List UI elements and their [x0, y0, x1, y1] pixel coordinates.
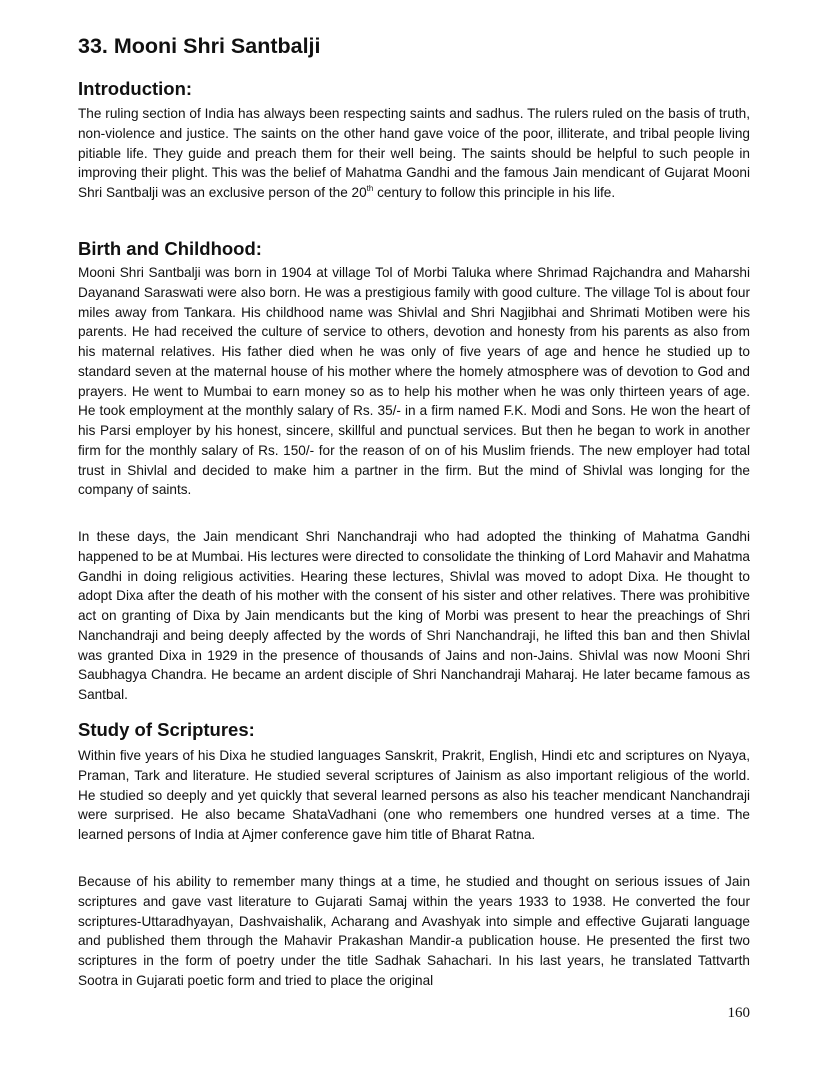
introduction-text: The ruling section of India has always been respecting saints and sadhus. The rulers ruled on the basis of truth, non-violence and justice. The saints on the other hand gave voice of the poor, illiterate, and tribal people living pitiable life. They guide and preach them for their well being. The saints should be helpful to such people in improving their plight. This was the belief of Mahatma Gandhi and the famous Jain mendicant of Gujarat Mooni Shri Santbalji was an exclusive person of the 20	[78, 106, 750, 200]
birth-paragraph-2: In these days, the Jain mendicant Shri Nanchandraji who had adopted the thinking of Mahatma Gandhi happened to be at Mumbai. His lectures were directed to consolidate the thinking of Lord Mahavir and Mahatma Gandhi in doing religious activities. Hearing these lectures, Shivlal was moved to adopt Dixa. He thought to adopt Dixa after the death of his mother with the consent of his sister and other relatives. There was prohibitive act on granting of Dixa by Jain mendicants but the king of Morbi was present to hear the preachings of Shri Nanchandraji and being deeply affected by the words of Shri Nanchandraji, he lifted this ban and then Shivlal was granted Dixa in 1929 in the presence of thousands of Jains and non-Jains. Shivlal was now Mooni Shri Saubhagya Chandra. He became an ardent disciple of Shri Nanchandraji Maharaj. He later became famous as Santbal.	[78, 529, 750, 702]
scriptures-paragraph-1: Within five years of his Dixa he studied languages Sanskrit, Prakrit, English, Hindi etc and scriptures on Nyaya, Praman, Tark and literature. He studied several scriptures of Jainism as also important religious of the world. He studied so deeply and yet quickly that several learned persons as also his teacher mendicant Nanchandraji were surprised. He also became ShataVadhani (one who remembers one hundred verses at a time. The learned persons of India at Ajmer conference gave him title of Bharat Ratna.	[78, 748, 750, 842]
scriptures-paragraph-2: Because of his ability to remember many things at a time, he studied and thought on serious issues of Jain scriptures and gave vast literature to Gujarati Samaj within the years 1933 to 1938. He converted the four scriptures-Uttaradhyayan, Dashvaishalik, Acharang and Avashyak into simple and effective Gujarati language and published them through the Mahavir Prakashan Mandir-a publication house. He presented the first two scriptures in the form of poetry under the title Sadhak Sahachari. In his last years, he translated Tattvarth Sootra in Gujarati poetic form and tried to place the original	[78, 874, 750, 988]
introduction-paragraph	[78, 104, 750, 203]
section-heading-introduction: Introduction:	[78, 78, 193, 99]
introduction-text-end: century to follow this principle in his life.	[373, 185, 616, 200]
section-heading-study-of-scriptures: Study of Scriptures:	[78, 719, 255, 740]
chapter-title: 33. Mooni Shri Santbalji	[78, 34, 321, 58]
birth-paragraph-1: Mooni Shri Santbalji was born in 1904 at village Tol of Morbi Taluka where Shrimad Rajchandra and Maharshi Dayanand Saraswati were also born. He was a prestigious family with good culture. The village Tol is about four miles away from Tankara. His childhood name was Shivlal and Shri Nagjibhai and Shrimati Motiben were his parents. He had received the culture of service to others, devotion and honesty from his parents as also from his maternal relatives. His father died when he was only of five years of age and hence he studied up to standard seven at the maternal house of his mother where the homely atmosphere was of devotion to God and prayers. He went to Mumbai to earn money so as to help his mother when he was only thirteen years of age. He took employment at the monthly salary of Rs. 35/- in a firm named F.K. Modi and Sons. He won the heart of his Parsi employer by his honest, sincere, skillful and punctual services. But then he began to work in another firm for the monthly salary of Rs. 150/- for the reason of on of his Muslim friends. The new employer had total trust in Shivlal and decided to make him a partner in the firm. But the mind of Shivlal was longing for the company of saints.	[78, 265, 750, 498]
ordinal-superscript: th	[366, 184, 374, 193]
section-heading-birth-and-childhood: Birth and Childhood:	[78, 238, 262, 259]
page-number: 160	[727, 1005, 750, 1021]
